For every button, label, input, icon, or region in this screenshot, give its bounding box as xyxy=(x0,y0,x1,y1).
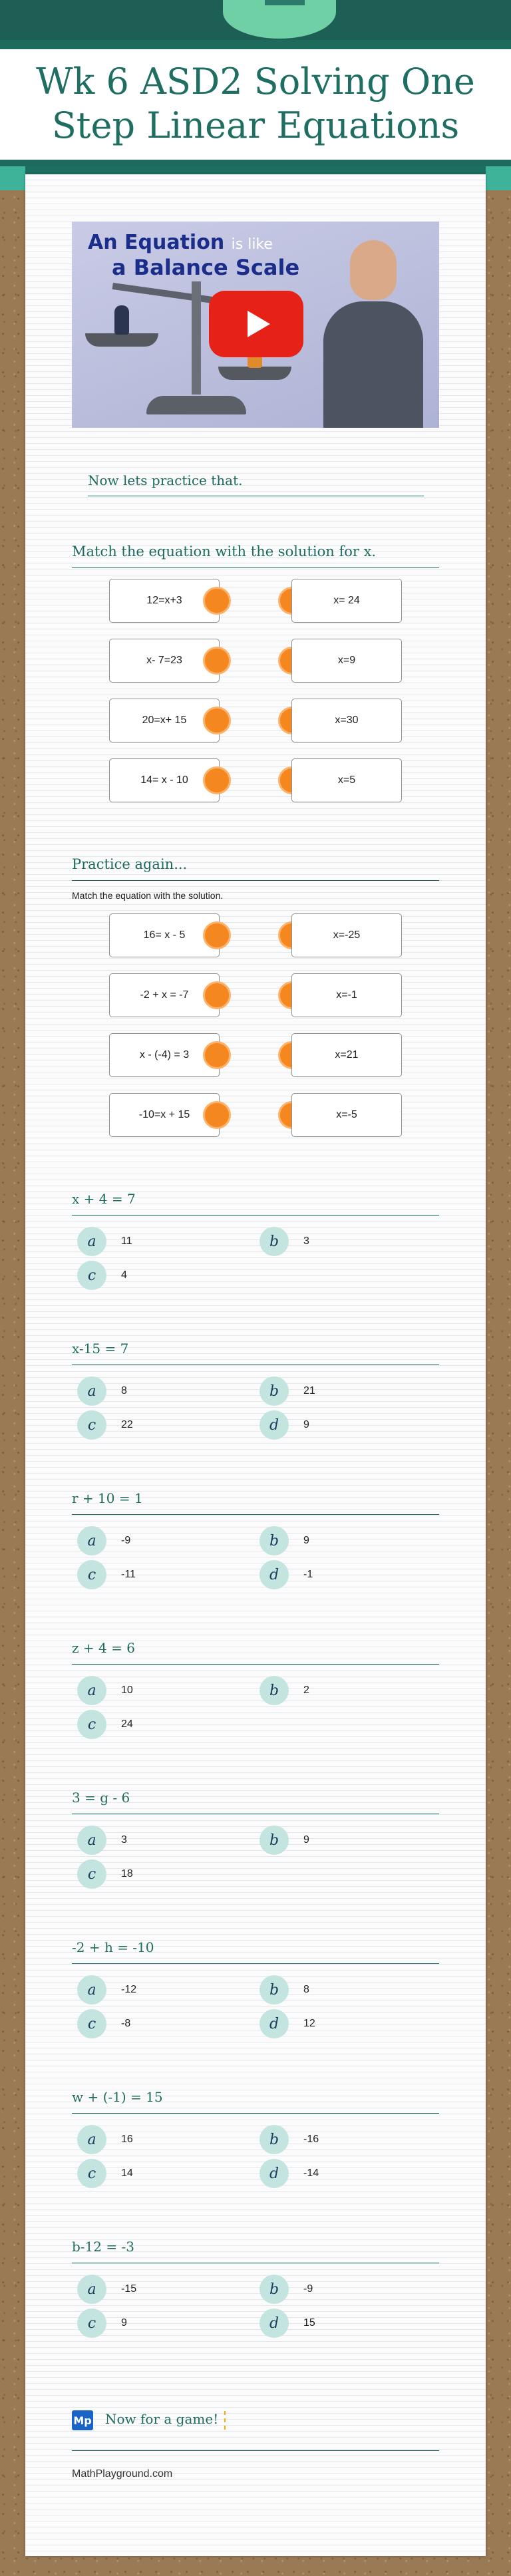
youtube-play-icon[interactable] xyxy=(209,291,303,357)
match2-heading: Practice again... xyxy=(72,856,188,872)
page-title-line2: Step Linear Equations xyxy=(51,104,460,146)
option-letter-badge: c xyxy=(77,2009,106,2038)
option-text: 21 xyxy=(303,1385,315,1396)
mathplayground-link[interactable]: MathPlayground.com xyxy=(72,2468,173,2480)
match-solution-box[interactable]: x=30 xyxy=(291,699,402,742)
option-letter-badge: a xyxy=(77,1376,106,1406)
match-connector-dot[interactable] xyxy=(203,921,231,949)
quiz-question: x + 4 = 7 xyxy=(72,1191,136,1207)
presenter-body xyxy=(323,301,423,428)
quiz-option[interactable] xyxy=(77,1410,133,1440)
presenter-head xyxy=(350,240,397,300)
quiz-option[interactable] xyxy=(259,1676,309,1705)
quiz-option[interactable] xyxy=(77,1227,132,1256)
top-decoration-cap xyxy=(265,0,305,5)
quiz-option[interactable] xyxy=(259,1975,309,2005)
match-connector-dot[interactable] xyxy=(203,981,231,1009)
option-letter-badge: b xyxy=(259,1376,289,1406)
option-letter-badge: d xyxy=(259,2009,289,2038)
quiz-option[interactable] xyxy=(77,1376,127,1406)
quiz-option[interactable] xyxy=(77,2309,127,2338)
option-text: -11 xyxy=(121,1569,136,1580)
match-connector-dot[interactable] xyxy=(203,1041,231,1069)
quiz-option[interactable] xyxy=(77,1261,127,1290)
option-text: 10 xyxy=(121,1685,133,1696)
option-text: 11 xyxy=(121,1235,132,1247)
scale-pan-right xyxy=(218,367,291,380)
quiz-option[interactable] xyxy=(259,1410,309,1440)
figure-left-icon xyxy=(114,305,129,335)
option-text: 3 xyxy=(121,1834,127,1846)
match-solution-box[interactable]: x=-1 xyxy=(291,973,402,1017)
match-equation-box[interactable]: 16= x - 5 xyxy=(109,913,220,957)
option-letter-badge: c xyxy=(77,1710,106,1739)
quiz-option[interactable] xyxy=(259,2009,315,2038)
quiz-rule xyxy=(72,1664,439,1665)
match-connector-dot[interactable] xyxy=(203,766,231,794)
match1-rule xyxy=(72,567,439,568)
game-heading: Now for a game! xyxy=(105,2411,219,2427)
option-text: 22 xyxy=(121,1419,133,1430)
match-equation-box[interactable]: x - (-4) = 3 xyxy=(109,1033,220,1077)
option-letter-badge: b xyxy=(259,1676,289,1705)
option-letter-badge: d xyxy=(259,1560,289,1589)
option-letter-badge: a xyxy=(77,1526,106,1555)
page-title-line1: Wk 6 ASD2 Solving One xyxy=(36,61,475,102)
worksheet-paper xyxy=(25,174,486,2556)
quiz-option[interactable] xyxy=(259,2159,319,2188)
option-text: -9 xyxy=(121,1535,131,1546)
option-letter-badge: b xyxy=(259,2125,289,2154)
option-letter-badge: b xyxy=(259,1526,289,1555)
match-equation-box[interactable]: -2 + x = -7 xyxy=(109,973,220,1017)
option-text: 2 xyxy=(303,1685,309,1696)
option-letter-badge: a xyxy=(77,1826,106,1855)
quiz-option[interactable] xyxy=(77,1560,136,1589)
option-letter-badge: d xyxy=(259,2159,289,2188)
quiz-rule xyxy=(72,1514,439,1515)
option-text: -12 xyxy=(121,1984,137,1995)
option-letter-badge: c xyxy=(77,1410,106,1440)
match-solution-box[interactable]: x=5 xyxy=(291,758,402,802)
option-letter-badge: c xyxy=(77,1560,106,1589)
video-embed[interactable] xyxy=(72,222,439,428)
option-text: 8 xyxy=(121,1385,127,1396)
option-letter-badge: b xyxy=(259,1227,289,1256)
match-equation-box[interactable]: -10=x + 15 xyxy=(109,1093,220,1137)
play-triangle-icon xyxy=(248,311,270,337)
text-cursor-marker xyxy=(224,2411,228,2430)
match-connector-dot[interactable] xyxy=(203,587,231,615)
option-text: 9 xyxy=(303,1535,309,1546)
option-text: 14 xyxy=(121,2168,133,2179)
option-text: 12 xyxy=(303,2018,315,2029)
option-letter-badge: a xyxy=(77,1975,106,2005)
match-connector-dot[interactable] xyxy=(203,1101,231,1129)
match-equation-box[interactable]: 12=x+3 xyxy=(109,579,220,623)
option-text: 4 xyxy=(121,1269,127,1281)
option-text: 8 xyxy=(303,1984,309,1995)
title-strip xyxy=(0,40,511,49)
quiz-question: -2 + h = -10 xyxy=(72,1939,154,1955)
option-letter-badge: c xyxy=(77,1261,106,1290)
quiz-option[interactable] xyxy=(259,2275,313,2304)
match-equation-box[interactable]: x- 7=23 xyxy=(109,639,220,683)
match1-heading: Match the equation with the solution for x. xyxy=(72,544,377,560)
scale-base xyxy=(146,396,246,414)
scale-post xyxy=(192,281,201,395)
option-text: -15 xyxy=(121,2283,137,2295)
quiz-option[interactable] xyxy=(259,1526,309,1555)
quiz-option[interactable] xyxy=(259,1560,313,1589)
video-caption-bold: An Equation xyxy=(88,231,225,254)
match2-subtext: Match the equation with the solution. xyxy=(72,890,224,901)
quiz-option[interactable] xyxy=(259,1376,315,1406)
match-solution-box[interactable]: x=21 xyxy=(291,1033,402,1077)
quiz-option[interactable] xyxy=(259,2309,315,2338)
match2-rule xyxy=(72,880,439,881)
match-equation-box[interactable]: 20=x+ 15 xyxy=(109,699,220,742)
footer-rule xyxy=(72,2450,439,2451)
option-letter-badge: c xyxy=(77,1859,106,1889)
option-text: 9 xyxy=(303,1419,309,1430)
option-letter-badge: d xyxy=(259,1410,289,1440)
quiz-option[interactable] xyxy=(77,2125,133,2154)
option-letter-badge: a xyxy=(77,2275,106,2304)
video-caption-line2: a Balance Scale xyxy=(112,255,300,280)
mathplayground-logo: Mp xyxy=(72,2410,93,2430)
quiz-option[interactable] xyxy=(77,2159,133,2188)
option-letter-badge: a xyxy=(77,1676,106,1705)
quiz-option[interactable] xyxy=(259,1227,309,1256)
option-text: -16 xyxy=(303,2134,319,2145)
scale-pan-left xyxy=(85,333,158,347)
match-connector-dot[interactable] xyxy=(203,647,231,675)
quiz-option[interactable] xyxy=(77,1826,127,1855)
match-connector-dot[interactable] xyxy=(203,707,231,734)
option-text: -9 xyxy=(303,2283,313,2295)
video-caption-small: is like xyxy=(231,236,273,253)
quiz-option[interactable] xyxy=(77,1526,130,1555)
option-text: -1 xyxy=(303,1569,313,1580)
quiz-option[interactable] xyxy=(259,2125,319,2154)
quiz-question: x-15 = 7 xyxy=(72,1341,129,1357)
option-letter-badge: b xyxy=(259,1826,289,1855)
quiz-rule xyxy=(72,2113,439,2114)
option-text: 15 xyxy=(303,2317,315,2329)
band-lip-left xyxy=(0,166,25,190)
quiz-option[interactable] xyxy=(259,1826,309,1855)
match-equation-box[interactable]: 14= x - 10 xyxy=(109,758,220,802)
option-text: 18 xyxy=(121,1868,133,1879)
page-title xyxy=(0,60,511,148)
option-letter-badge: b xyxy=(259,1975,289,2005)
option-text: 9 xyxy=(303,1834,309,1846)
option-letter-badge: c xyxy=(77,2309,106,2338)
quiz-option[interactable] xyxy=(77,1975,136,2005)
quiz-option[interactable] xyxy=(77,2275,136,2304)
quiz-question: 3 = g - 6 xyxy=(72,1790,130,1806)
quiz-option[interactable] xyxy=(77,1676,133,1705)
match-solution-box[interactable]: x=9 xyxy=(291,639,402,683)
quiz-question: z + 4 = 6 xyxy=(72,1640,135,1656)
option-letter-badge: a xyxy=(77,2125,106,2154)
option-text: -8 xyxy=(121,2018,131,2029)
option-text: 3 xyxy=(303,1235,309,1247)
quiz-rule xyxy=(72,1963,439,1964)
match-solution-box[interactable]: x=-5 xyxy=(291,1093,402,1137)
option-text: 9 xyxy=(121,2317,127,2329)
band-lip-right xyxy=(486,166,511,190)
option-text: 16 xyxy=(121,2134,133,2145)
quiz-option[interactable] xyxy=(77,2009,130,2038)
match-solution-box[interactable]: x= 24 xyxy=(291,579,402,623)
quiz-question: r + 10 = 1 xyxy=(72,1490,143,1506)
option-letter-badge: c xyxy=(77,2159,106,2188)
quiz-question: b-12 = -3 xyxy=(72,2239,134,2255)
option-text: 24 xyxy=(121,1718,133,1730)
match-solution-box[interactable]: x=-25 xyxy=(291,913,402,957)
intro-text: Now lets practice that. xyxy=(88,472,243,488)
title-panel xyxy=(0,40,511,166)
video-caption-line1 xyxy=(88,231,273,254)
option-letter-badge: a xyxy=(77,1227,106,1256)
option-letter-badge: b xyxy=(259,2275,289,2304)
quiz-option[interactable] xyxy=(77,1710,133,1739)
quiz-option[interactable] xyxy=(77,1859,133,1889)
quiz-question: w + (-1) = 15 xyxy=(72,2089,163,2105)
option-text: -14 xyxy=(303,2168,319,2179)
option-letter-badge: d xyxy=(259,2309,289,2338)
